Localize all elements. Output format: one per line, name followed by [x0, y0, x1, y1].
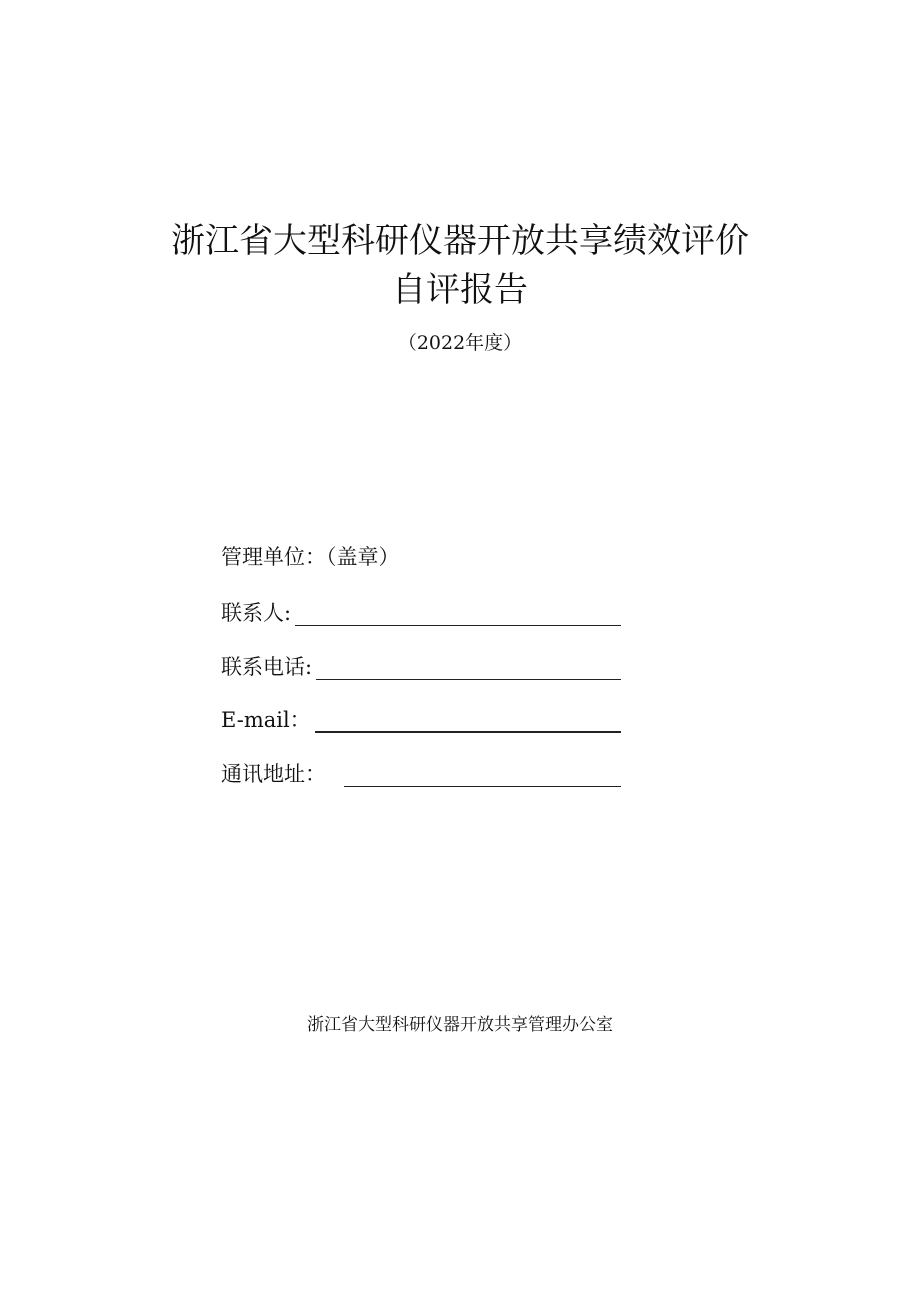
email-label: E-mail： — [221, 708, 311, 732]
contact-label: 联系人: — [221, 601, 292, 625]
report-title-line-2: 自评报告 — [392, 270, 528, 310]
contact-field — [221, 596, 621, 626]
address-field — [221, 757, 621, 787]
report-year: （2022年度） — [397, 332, 523, 354]
address-blank-line[interactable] — [344, 764, 621, 787]
address-label: 通讯地址： — [221, 762, 326, 786]
phone-field — [221, 650, 621, 680]
issuing-office: 浙江省大型科研仪器开放共享管理办公室 — [307, 1015, 613, 1035]
contact-blank-line[interactable] — [295, 603, 621, 626]
email-field — [221, 703, 621, 733]
report-title-line-1: 浙江省大型科研仪器开放共享绩效评价 — [171, 221, 749, 261]
unit-label: 管理单位：（盖章） — [221, 545, 400, 569]
unit-field — [221, 540, 400, 570]
phone-label: 联系电话: — [221, 655, 313, 679]
phone-blank-line[interactable] — [316, 657, 621, 680]
email-blank-line[interactable] — [315, 709, 621, 733]
